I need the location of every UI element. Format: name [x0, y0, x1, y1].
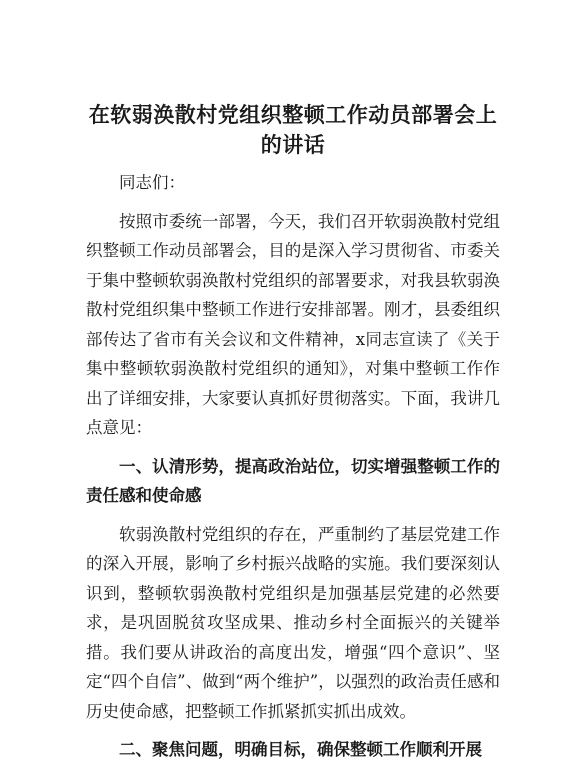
section-heading-1: 一、认清形势，提高政治站位，切实增强整顿工作的责任感和使命感: [86, 456, 500, 505]
document-body: [86, 168, 500, 774]
document-title: 在软弱涣散村党组织整顿工作动员部署会上的讲话: [88, 102, 498, 157]
paragraph-section-1: 软弱涣散村党组织的存在，严重制约了基层党建工作的深入开展，影响了乡村振兴战略的实施。我们要深刻认识到，整顿软弱涣散村党组织是加强基层党建的必然要求，是巩固脱贫攻坚成果、推动乡村全面振兴的关键举措。我们要从讲政治的高度出发，增强“四个意识”、坚定“四个自信”、做到“两个维护”，以强烈的政治责任感和历史使命感，把整顿工作抓紧抓实抓出成效。: [86, 524, 500, 721]
paragraph-intro: 按照市委统一部署，今天，我们召开软弱涣散村党组织整顿工作动员部署会，目的是深入学习贯彻省、市委关于集中整顿软弱涣散村党组织的部署要求，对我县软弱涣散村党组织集中整顿工作进行安排部署。刚才，县委组织部传达了省市有关会议和文件精神，x同志宣读了《关于集中整顿软弱涣散村党组织的通知》，对集中整顿工作作出了详细安排，大家要认真抓好贯彻落实。下面，我讲几点意见：: [86, 211, 500, 437]
section-heading-2: 二、聚焦问题，明确目标，确保整顿工作顺利开展: [119, 740, 482, 759]
greeting: 同志们：: [119, 173, 185, 192]
